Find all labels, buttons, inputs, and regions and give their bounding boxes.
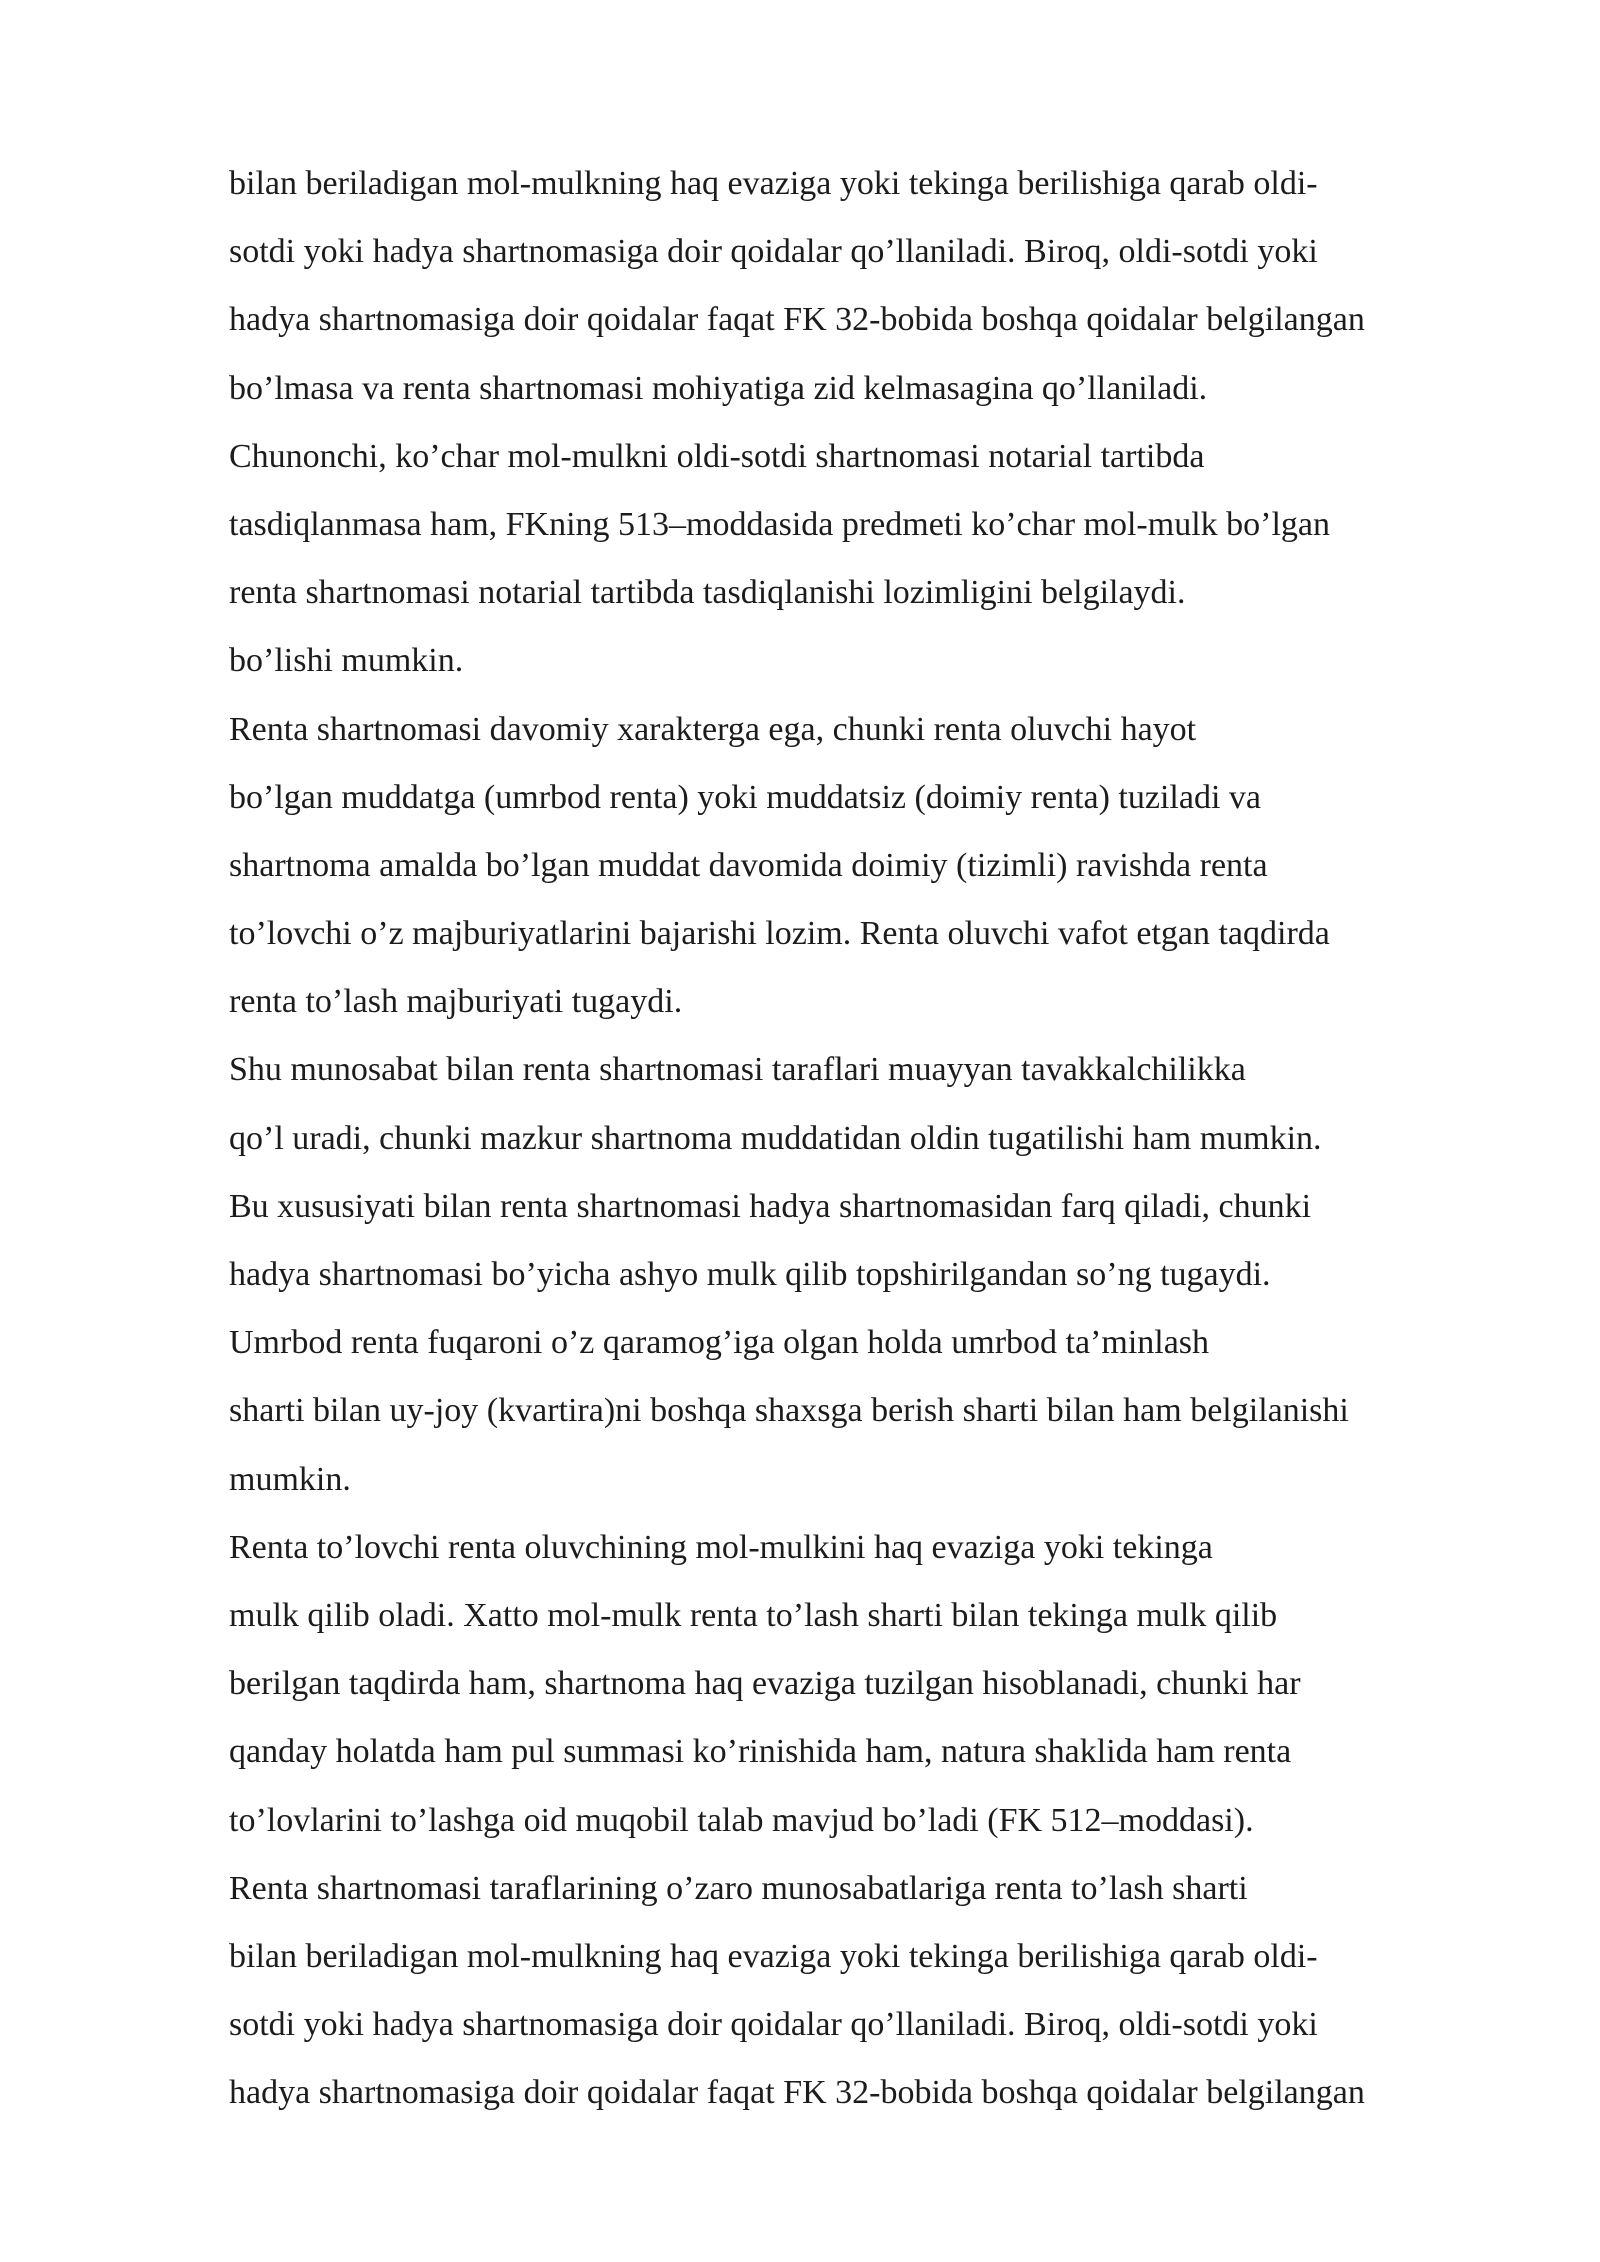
text-line: to’lovchi o’z majburiyatlarini bajarishi lozim. Renta oluvchi vafot etgan taqdirda: [229, 915, 1330, 953]
text-line: Bu xususiyati bilan renta shartnomasi hadya shartnomasidan farq qiladi, chunki: [229, 1187, 1312, 1225]
text-line: Renta shartnomasi taraflarining o’zaro munosabatlariga renta to’lash sharti: [229, 1869, 1248, 1907]
text-line: mulk qilib oladi. Xatto mol-mulk renta to’lash sharti bilan tekinga mulk qilib: [229, 1596, 1278, 1634]
text-line: sharti bilan uy-joy (kvartira)ni boshqa shaxsga berish sharti bilan ham belgilanishi: [229, 1392, 1349, 1430]
text-line: hadya shartnomasi bo’yicha ashyo mulk qilib topshirilgandan so’ng tugaydi.: [229, 1256, 1271, 1293]
text-line: hadya shartnomasiga doir qoidalar faqat FK 32-bobida boshqa qoidalar belgilangan: [229, 2074, 1365, 2112]
text-line: renta to’lash majburiyati tugaydi.: [229, 983, 683, 1021]
text-line: Chunonchi, ko’char mol-mulkni oldi-sotdi shartnomasi notarial tartibda: [229, 437, 1205, 475]
text-line: Shu munosabat bilan renta shartnomasi taraflari muayyan tavakkalchilikka: [229, 1051, 1246, 1089]
text-line: qo’l uradi, chunki mazkur shartnoma muddatidan oldin tugatilishi ham mumkin.: [229, 1119, 1322, 1157]
text-line: Renta to’lovchi renta oluvchining mol-mulkini haq evaziga yoki tekinga: [229, 1528, 1213, 1566]
text-line: Umrbod renta fuqaroni o’z qaramog’iga olgan holda umrbod ta’minlash: [229, 1324, 1210, 1362]
text-line: tasdiqlanmasa ham, FKning 513–moddasida predmeti ko’char mol-mulk bo’lgan: [229, 505, 1330, 543]
text-line: shartnoma amalda bo’lgan muddat davomida doimiy (tizimli) ravishda renta: [229, 846, 1268, 884]
text-line: sotdi yoki hadya shartnomasiga doir qoidalar qo’llaniladi. Biroq, oldi-sotdi yoki: [229, 233, 1318, 271]
text-line: hadya shartnomasiga doir qoidalar faqat FK 32-bobida boshqa qoidalar belgilangan: [229, 301, 1365, 339]
text-line: bilan beriladigan mol-mulkning haq evaziga yoki tekinga berilishiga qarab oldi-: [229, 165, 1318, 202]
text-line: to’lovlarini to’lashga oid muqobil talab mavjud bo’ladi (FK 512–moddasi).: [229, 1801, 1254, 1839]
text-line: renta shartnomasi notarial tartibda tasdiqlanishi lozimligini belgilaydi.: [229, 574, 1186, 612]
text-line: sotdi yoki hadya shartnomasiga doir qoidalar qo’llaniladi. Biroq, oldi-sotdi yoki: [229, 2006, 1318, 2044]
text-line: qanday holatda ham pul summasi ko’rinishida ham, natura shaklida ham renta: [229, 1733, 1292, 1771]
text-line: bilan beriladigan mol-mulkning haq evaziga yoki tekinga berilishiga qarab oldi-: [229, 1937, 1318, 1975]
text-line: berilgan taqdirda ham, shartnoma haq evaziga tuzilgan hisoblanadi, chunki har: [229, 1665, 1301, 1703]
text-line: bo’lishi mumkin.: [229, 642, 464, 680]
body-text: [229, 150, 1529, 2127]
text-line: bo’lgan muddatga (umrbod renta) yoki muddatsiz (doimiy renta) tuziladi va: [229, 778, 1261, 816]
text-line: bo’lmasa va renta shartnomasi mohiyatiga zid kelmasagina qo’llaniladi.: [229, 369, 1208, 407]
text-line: mumkin.: [229, 1460, 351, 1498]
text-line: Renta shartnomasi davomiy xarakterga ega, chunki renta oluvchi hayot: [229, 710, 1197, 748]
